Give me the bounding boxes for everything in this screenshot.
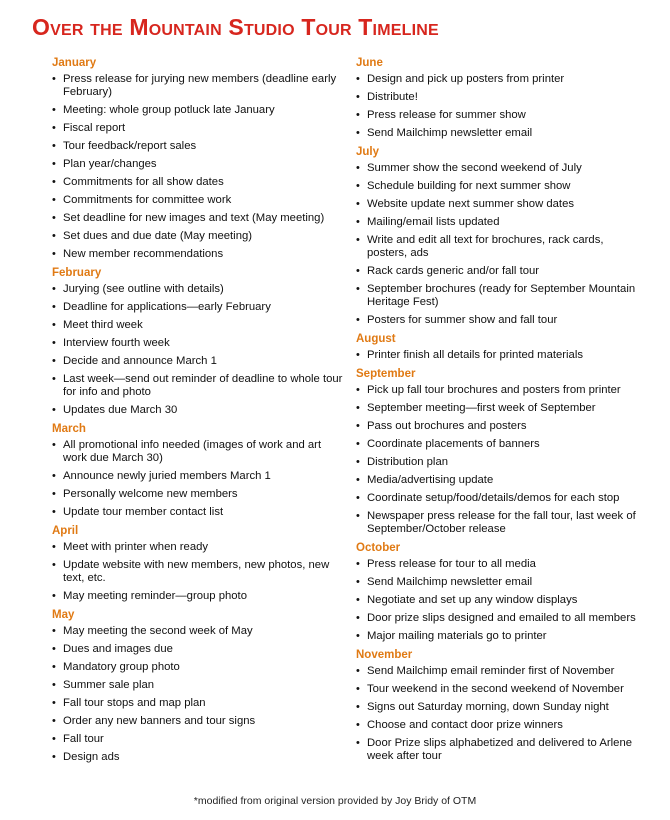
bullet-icon: • [52,439,56,451]
task-text: Last week—send out reminder of deadline to whole tour for info and photo [63,373,343,398]
month-heading: April [52,525,79,537]
bullet-icon: • [52,661,56,673]
task-text: Tour feedback/report sales [63,140,197,152]
bullet-icon: • [52,470,56,482]
task-text: May meeting reminder—group photo [63,590,247,602]
task-text: Announce newly juried members March 1 [63,470,271,482]
bullet-icon: • [356,576,360,588]
bullet-icon: • [356,198,360,210]
bullet-icon: • [356,314,360,326]
task-text: Mailing/email lists updated [367,216,500,228]
task-text: Meet with printer when ready [63,541,209,553]
task-list [356,162,638,327]
bullet-icon: • [52,697,56,709]
task-item [52,104,344,117]
task-item [52,212,344,225]
month-section [52,56,344,261]
task-list [52,283,344,417]
task-text: Coordinate setup/food/details/demos for each stop [367,492,620,504]
bullet-icon: • [52,355,56,367]
task-text: Signs out Saturday morning, down Sunday night [367,701,609,713]
task-list [356,349,638,362]
month-section [356,332,638,362]
bullet-icon: • [52,590,56,602]
task-text: Summer sale plan [63,679,155,691]
task-text: All promotional info needed (images of work and art work due March 30) [63,439,322,464]
month-heading: June [356,57,383,69]
task-text: Media/advertising update [367,474,494,486]
bullet-icon: • [52,283,56,295]
month-heading: July [356,146,380,158]
task-item [356,594,638,607]
task-item [52,404,344,417]
task-item [52,470,344,483]
bullet-icon: • [52,488,56,500]
task-text: Design ads [63,751,120,763]
bullet-icon: • [52,122,56,134]
task-item [52,751,344,764]
task-item [356,665,638,678]
bullet-icon: • [356,180,360,192]
bullet-icon: • [356,683,360,695]
task-item [52,733,344,746]
month-section [356,648,638,763]
bullet-icon: • [356,349,360,361]
task-list [52,73,344,261]
month-section [356,367,638,536]
bullet-icon: • [356,594,360,606]
task-list [52,541,344,603]
bullet-icon: • [356,420,360,432]
task-item [356,91,638,104]
task-text: Send Mailchimp newsletter email [367,127,533,139]
task-text: Summer show the second weekend of July [367,162,582,174]
task-item [52,337,344,350]
bullet-icon: • [52,230,56,242]
task-item [52,140,344,153]
task-text: Door Prize slips alphabetized and delivered to Arlene week after tour [367,737,633,762]
bullet-icon: • [356,91,360,103]
task-item [356,701,638,714]
task-text: Choose and contact door prize winners [367,719,563,731]
bullet-icon: • [52,541,56,553]
task-text: September meeting—first week of September [367,402,596,414]
month-heading: August [356,333,396,345]
bullet-icon: • [356,265,360,277]
bullet-icon: • [52,176,56,188]
bullet-icon: • [356,474,360,486]
task-text: New member recommendations [63,248,224,260]
task-item [52,301,344,314]
task-text: Fall tour stops and map plan [63,697,206,709]
bullet-icon: • [356,234,360,246]
task-item [52,715,344,728]
bullet-icon: • [356,456,360,468]
task-item [356,216,638,229]
task-text: Commitments for committee work [63,194,232,206]
bullet-icon: • [52,337,56,349]
task-item [356,558,638,571]
task-text: Newspaper press release for the fall tour, last week of September/October release [367,510,636,535]
month-section [356,145,638,327]
bullet-icon: • [356,510,360,522]
task-text: Pass out brochures and posters [367,420,527,432]
task-item [356,438,638,451]
task-text: Set deadline for new images and text (May meeting) [63,212,325,224]
task-list [52,439,344,519]
task-text: Deadline for applications—early February [63,301,271,313]
bullet-icon: • [356,109,360,121]
task-item [356,492,638,505]
bullet-icon: • [52,140,56,152]
bullet-icon: • [356,384,360,396]
bullet-icon: • [356,701,360,713]
bullet-icon: • [356,558,360,570]
task-item [356,719,638,732]
task-text: Fall tour [63,733,104,745]
task-item [356,198,638,211]
bullet-icon: • [356,162,360,174]
task-item [356,474,638,487]
task-item [52,488,344,501]
task-text: May meeting the second week of May [63,625,253,637]
task-text: Write and edit all text for brochures, rack cards, posters, ads [367,234,604,259]
task-item [52,194,344,207]
task-text: Design and pick up posters from printer [367,73,565,85]
footer-note: *modified from original version provided by Joy Bridy of OTM [193,795,477,807]
task-item [356,234,638,260]
task-text: Negotiate and set up any window displays [367,594,578,606]
task-list [52,625,344,764]
bullet-icon: • [52,679,56,691]
task-text: Distribution plan [367,456,449,468]
bullet-icon: • [52,733,56,745]
task-item [356,402,638,415]
bullet-icon: • [52,194,56,206]
task-text: Updates due March 30 [63,404,178,416]
task-item [52,283,344,296]
task-text: September brochures (ready for September Mountain Heritage Fest) [367,283,636,308]
task-text: Personally welcome new members [63,488,238,500]
task-item [52,506,344,519]
month-section [52,422,344,519]
task-text: Meet third week [63,319,143,331]
task-item [356,180,638,193]
bullet-icon: • [52,625,56,637]
task-list [356,384,638,536]
task-text: Send Mailchimp newsletter email [367,576,533,588]
bullet-icon: • [52,373,56,385]
bullet-icon: • [356,402,360,414]
bullet-icon: • [52,104,56,116]
bullet-icon: • [52,212,56,224]
task-item [356,127,638,140]
bullet-icon: • [356,492,360,504]
task-text: Plan year/changes [63,158,157,170]
bullet-icon: • [356,630,360,642]
task-item [52,679,344,692]
bullet-icon: • [52,559,56,571]
bullet-icon: • [356,665,360,677]
bullet-icon: • [52,751,56,763]
task-list [356,558,638,643]
task-item [52,661,344,674]
month-heading: May [52,609,75,621]
task-item [52,590,344,603]
month-section [52,524,344,603]
task-item [52,697,344,710]
month-heading: October [356,542,401,554]
bullet-icon: • [52,319,56,331]
task-text: Distribute! [367,91,418,103]
task-text: Schedule building for next summer show [367,180,571,192]
task-item [356,349,638,362]
task-text: Decide and announce March 1 [63,355,217,367]
month-heading: November [356,649,413,661]
task-item [356,162,638,175]
task-text: Interview fourth week [63,337,170,349]
month-section [52,608,344,764]
bullet-icon: • [356,73,360,85]
task-text: Posters for summer show and fall tour [367,314,558,326]
task-item [52,158,344,171]
task-text: Pick up fall tour brochures and posters from printer [367,384,621,396]
task-item [356,456,638,469]
task-item [356,420,638,433]
task-item [52,122,344,135]
bullet-icon: • [356,127,360,139]
right-column [356,54,638,768]
bullet-icon: • [52,404,56,416]
task-item [356,109,638,122]
task-item [52,559,344,585]
task-item [356,737,638,763]
bullet-icon: • [52,158,56,170]
task-text: Send Mailchimp email reminder first of November [367,665,615,677]
page-title: Over the Mountain Studio Tour Timeline [32,14,439,40]
task-text: Rack cards generic and/or fall tour [367,265,540,277]
bullet-icon: • [52,301,56,313]
bullet-icon: • [52,643,56,655]
task-text: Tour weekend in the second weekend of November [367,683,624,695]
task-text: Printer finish all details for printed materials [367,349,583,361]
bullet-icon: • [52,248,56,260]
task-text: Update website with new members, new photos, new text, etc. [63,559,330,584]
bullet-icon: • [356,283,360,295]
task-item [52,355,344,368]
task-text: Fiscal report [63,122,126,134]
month-section [52,266,344,417]
bullet-icon: • [52,715,56,727]
task-text: Press release for summer show [367,109,526,121]
task-text: Press release for jurying new members (deadline early February) [63,73,337,98]
task-item [52,319,344,332]
task-item [356,73,638,86]
task-list [356,73,638,140]
task-text: Order any new banners and tour signs [63,715,256,727]
task-item [52,541,344,554]
task-list [356,665,638,763]
month-section [356,541,638,643]
task-item [356,683,638,696]
task-item [356,265,638,278]
bullet-icon: • [52,73,56,85]
left-column [52,54,344,769]
bullet-icon: • [356,737,360,749]
task-text: Mandatory group photo [63,661,180,673]
task-item [356,314,638,327]
task-item [356,510,638,536]
task-text: Meeting: whole group potluck late January [63,104,275,116]
month-heading: September [356,368,416,380]
task-item [356,283,638,309]
task-item [52,73,344,99]
task-text: Door prize slips designed and emailed to all members [367,612,636,624]
task-item [52,439,344,465]
month-section [356,56,638,140]
task-text: Dues and images due [63,643,173,655]
task-text: Commitments for all show dates [63,176,224,188]
task-item [52,230,344,243]
task-text: Coordinate placements of banners [367,438,540,450]
bullet-icon: • [356,612,360,624]
task-item [356,612,638,625]
task-item [356,576,638,589]
task-item [52,643,344,656]
task-item [52,625,344,638]
task-text: Set dues and due date (May meeting) [63,230,253,242]
task-text: Update tour member contact list [63,506,224,518]
bullet-icon: • [356,719,360,731]
task-item [356,384,638,397]
task-text: Jurying (see outline with details) [63,283,224,295]
task-text: Website update next summer show dates [367,198,575,210]
task-item [356,630,638,643]
bullet-icon: • [356,216,360,228]
task-text: Major mailing materials go to printer [367,630,547,642]
month-heading: March [52,423,86,435]
month-heading: January [52,57,97,69]
task-item [52,373,344,399]
bullet-icon: • [52,506,56,518]
month-heading: February [52,267,102,279]
task-text: Press release for tour to all media [367,558,536,570]
task-item [52,248,344,261]
bullet-icon: • [356,438,360,450]
task-item [52,176,344,189]
